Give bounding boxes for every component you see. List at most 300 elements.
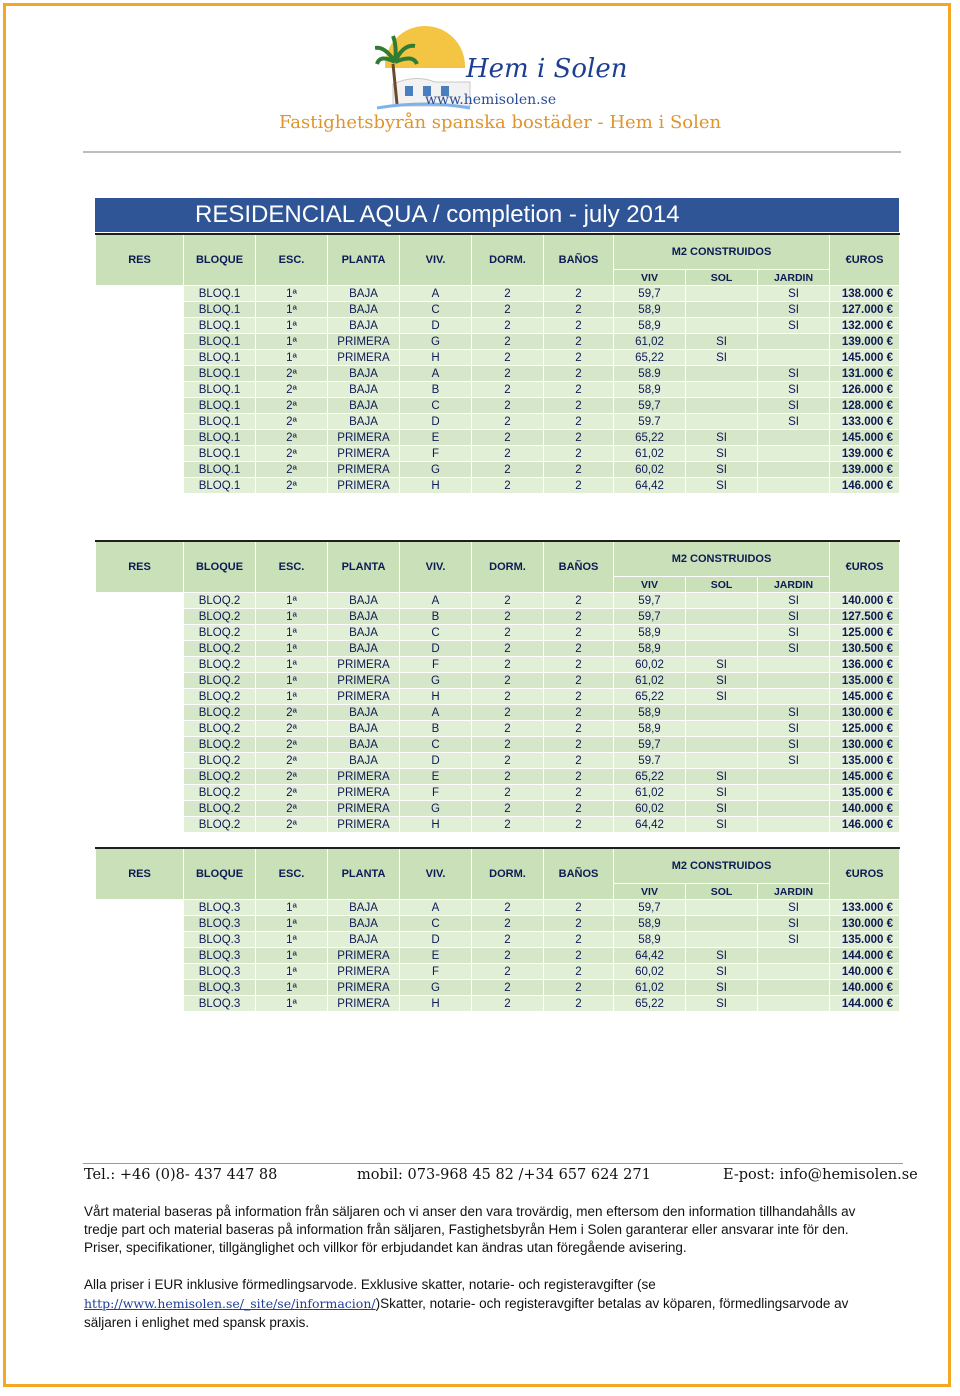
cell-viv: H (400, 350, 472, 366)
cell-m2-viv: 58,9 (614, 705, 686, 721)
table-row (96, 753, 900, 769)
cell-m2-jardin (758, 689, 830, 705)
table-row (96, 414, 900, 430)
table-row (96, 593, 900, 609)
cell-banos: 2 (544, 366, 614, 382)
cell-res (96, 996, 184, 1012)
cell-euros: 127.500 € (830, 609, 900, 625)
cell-euros: 140.000 € (830, 980, 900, 996)
header-dorm: DORM. (472, 234, 544, 286)
cell-planta: BAJA (328, 398, 400, 414)
cell-banos: 2 (544, 462, 614, 478)
header-bloque: BLOQUE (184, 541, 256, 593)
subheader-viv: VIV (614, 577, 686, 593)
cell-bloque: BLOQ.2 (184, 625, 256, 641)
cell-m2-viv: 61,02 (614, 785, 686, 801)
cell-m2-jardin: SI (758, 721, 830, 737)
cell-bloque: BLOQ.1 (184, 398, 256, 414)
cell-esc: 2ª (256, 801, 328, 817)
cell-bloque: BLOQ.2 (184, 737, 256, 753)
cell-euros: 135.000 € (830, 753, 900, 769)
cell-bloque: BLOQ.1 (184, 366, 256, 382)
cell-banos: 2 (544, 900, 614, 916)
cell-euros: 135.000 € (830, 932, 900, 948)
table-row (96, 625, 900, 641)
logo-title: Hem i Solen (466, 54, 628, 84)
cell-m2-jardin (758, 350, 830, 366)
cell-bloque: BLOQ.2 (184, 641, 256, 657)
cell-bloque: BLOQ.1 (184, 446, 256, 462)
cell-m2-jardin: SI (758, 737, 830, 753)
cell-m2-viv: 60,02 (614, 801, 686, 817)
cell-m2-sol (686, 593, 758, 609)
cell-m2-jardin (758, 964, 830, 980)
cell-m2-jardin: SI (758, 641, 830, 657)
cell-res (96, 673, 184, 689)
subheader-jardin: JARDIN (758, 270, 830, 286)
cell-planta: BAJA (328, 382, 400, 398)
header-euros: €UROS (830, 541, 900, 593)
header-bloque: BLOQUE (184, 234, 256, 286)
cell-dorm: 2 (472, 625, 544, 641)
cell-m2-sol: SI (686, 948, 758, 964)
cell-viv: A (400, 366, 472, 382)
table-row (96, 673, 900, 689)
cell-esc: 1ª (256, 689, 328, 705)
cell-m2-sol (686, 286, 758, 302)
cell-m2-jardin: SI (758, 753, 830, 769)
cell-esc: 1ª (256, 286, 328, 302)
cell-res (96, 737, 184, 753)
cell-banos: 2 (544, 673, 614, 689)
table-row (96, 302, 900, 318)
cell-m2-viv: 59,7 (614, 593, 686, 609)
table-row (96, 609, 900, 625)
cell-dorm: 2 (472, 430, 544, 446)
table-row (96, 996, 900, 1012)
cell-euros: 133.000 € (830, 414, 900, 430)
cell-dorm: 2 (472, 689, 544, 705)
cell-m2-viv: 65,22 (614, 769, 686, 785)
cell-res (96, 916, 184, 932)
cell-dorm: 2 (472, 705, 544, 721)
header-dorm: DORM. (472, 541, 544, 593)
cell-viv: G (400, 801, 472, 817)
table-row (96, 817, 900, 833)
cell-m2-sol (686, 753, 758, 769)
cell-banos: 2 (544, 414, 614, 430)
cell-dorm: 2 (472, 737, 544, 753)
cell-dorm: 2 (472, 964, 544, 980)
cell-m2-viv: 58,9 (614, 302, 686, 318)
cell-dorm: 2 (472, 753, 544, 769)
cell-viv: H (400, 996, 472, 1012)
table-row (96, 964, 900, 980)
cell-m2-sol: SI (686, 673, 758, 689)
subheader-sol: SOL (686, 884, 758, 900)
cell-euros: 138.000 € (830, 286, 900, 302)
cell-m2-viv: 61,02 (614, 334, 686, 350)
cell-m2-viv: 58,9 (614, 382, 686, 398)
cell-banos: 2 (544, 705, 614, 721)
header-bloque: BLOQUE (184, 848, 256, 900)
cell-dorm: 2 (472, 801, 544, 817)
cell-bloque: BLOQ.3 (184, 932, 256, 948)
cell-m2-sol: SI (686, 689, 758, 705)
cell-esc: 2ª (256, 721, 328, 737)
cell-euros: 140.000 € (830, 593, 900, 609)
header-m2-construidos: M2 CONSTRUIDOS (614, 234, 830, 270)
cell-viv: C (400, 625, 472, 641)
cell-banos: 2 (544, 769, 614, 785)
cell-m2-viv: 58,9 (614, 932, 686, 948)
cell-m2-viv: 61,02 (614, 673, 686, 689)
cell-m2-sol: SI (686, 964, 758, 980)
cell-m2-jardin: SI (758, 705, 830, 721)
cell-planta: BAJA (328, 625, 400, 641)
cell-planta: PRIMERA (328, 673, 400, 689)
table-row (96, 446, 900, 462)
cell-esc: 2ª (256, 366, 328, 382)
header-m2-construidos: M2 CONSTRUIDOS (614, 848, 830, 884)
cell-m2-jardin: SI (758, 414, 830, 430)
table-row (96, 478, 900, 494)
cell-banos: 2 (544, 996, 614, 1012)
cell-m2-viv: 58,9 (614, 916, 686, 932)
cell-bloque: BLOQ.1 (184, 302, 256, 318)
cell-euros: 145.000 € (830, 769, 900, 785)
cell-banos: 2 (544, 689, 614, 705)
cell-esc: 1ª (256, 641, 328, 657)
cell-dorm: 2 (472, 398, 544, 414)
cell-viv: E (400, 769, 472, 785)
cell-banos: 2 (544, 318, 614, 334)
cell-m2-jardin: SI (758, 932, 830, 948)
cell-dorm: 2 (472, 462, 544, 478)
cell-m2-jardin: SI (758, 900, 830, 916)
cell-viv: C (400, 302, 472, 318)
cell-bloque: BLOQ.2 (184, 593, 256, 609)
cell-euros: 145.000 € (830, 430, 900, 446)
disclaimer-line-3: Priser, specifikationer, tillgänglighet och villkor för erbjudandet kan ändras utan föregående avisering. (84, 1240, 687, 1255)
cell-m2-sol: SI (686, 350, 758, 366)
cell-m2-sol: SI (686, 334, 758, 350)
cell-dorm: 2 (472, 382, 544, 398)
cell-planta: BAJA (328, 721, 400, 737)
cell-res (96, 382, 184, 398)
cell-m2-viv: 59,7 (614, 737, 686, 753)
table-row (96, 366, 900, 382)
table-row (96, 737, 900, 753)
cell-bloque: BLOQ.2 (184, 657, 256, 673)
header-viv: VIV. (400, 234, 472, 286)
cell-euros: 145.000 € (830, 350, 900, 366)
cell-bloque: BLOQ.1 (184, 334, 256, 350)
cell-m2-jardin (758, 817, 830, 833)
cell-dorm: 2 (472, 609, 544, 625)
cell-euros: 135.000 € (830, 673, 900, 689)
cell-m2-viv: 60,02 (614, 657, 686, 673)
cell-m2-sol (686, 609, 758, 625)
table-row (96, 980, 900, 996)
footer-email: E-post: info@hemisolen.se (723, 1167, 918, 1183)
cell-m2-sol (686, 414, 758, 430)
cell-m2-sol (686, 737, 758, 753)
cell-esc: 2ª (256, 478, 328, 494)
cell-dorm: 2 (472, 414, 544, 430)
cell-banos: 2 (544, 657, 614, 673)
cell-dorm: 2 (472, 769, 544, 785)
cell-m2-viv: 58,9 (614, 721, 686, 737)
header-esc: ESC. (256, 541, 328, 593)
cell-bloque: BLOQ.2 (184, 609, 256, 625)
cell-viv: B (400, 721, 472, 737)
subheader-sol: SOL (686, 577, 758, 593)
cell-m2-jardin: SI (758, 382, 830, 398)
footer-mobile: mobil: 073-968 45 82 /+34 657 624 271 (357, 1167, 651, 1183)
cell-m2-sol: SI (686, 817, 758, 833)
cell-banos: 2 (544, 398, 614, 414)
cell-m2-viv: 60,02 (614, 462, 686, 478)
table-header-row (96, 541, 900, 577)
footer-phone: Tel.: +46 (0)8- 437 447 88 (84, 1167, 278, 1183)
cell-m2-sol: SI (686, 801, 758, 817)
header-banos: BAÑOS (544, 541, 614, 593)
header-planta: PLANTA (328, 541, 400, 593)
cell-m2-viv: 64,42 (614, 817, 686, 833)
cell-res (96, 462, 184, 478)
cell-bloque: BLOQ.3 (184, 900, 256, 916)
cell-esc: 2ª (256, 705, 328, 721)
header-res: RES (96, 234, 184, 286)
cell-viv: A (400, 286, 472, 302)
table-row (96, 801, 900, 817)
cell-bloque: BLOQ.1 (184, 382, 256, 398)
table-header-row (96, 234, 900, 270)
price-table-bloq-1 (95, 233, 900, 494)
cell-euros: 128.000 € (830, 398, 900, 414)
cell-m2-jardin (758, 980, 830, 996)
cell-euros: 145.000 € (830, 689, 900, 705)
cell-banos: 2 (544, 334, 614, 350)
cell-esc: 1ª (256, 673, 328, 689)
informacion-link[interactable]: http://www.hemisolen.se/_site/se/informacion/ (84, 1296, 376, 1311)
cell-m2-jardin (758, 948, 830, 964)
cell-m2-sol: SI (686, 478, 758, 494)
cell-bloque: BLOQ.2 (184, 801, 256, 817)
cell-m2-viv: 58,9 (614, 641, 686, 657)
cell-m2-viv: 61,02 (614, 980, 686, 996)
cell-planta: PRIMERA (328, 657, 400, 673)
cell-m2-sol (686, 382, 758, 398)
cell-banos: 2 (544, 948, 614, 964)
prices-note-line-2-text: )Skatter, notarie- och registeravgifter betalas av köparen, förmedlingsarvode av (375, 1296, 849, 1311)
cell-esc: 1ª (256, 900, 328, 916)
cell-m2-viv: 58,9 (614, 318, 686, 334)
cell-euros: 125.000 € (830, 721, 900, 737)
cell-banos: 2 (544, 641, 614, 657)
cell-m2-viv: 59.7 (614, 753, 686, 769)
cell-dorm: 2 (472, 286, 544, 302)
cell-banos: 2 (544, 916, 614, 932)
cell-viv: A (400, 900, 472, 916)
cell-m2-sol: SI (686, 446, 758, 462)
cell-m2-jardin: SI (758, 366, 830, 382)
table-row (96, 382, 900, 398)
cell-res (96, 689, 184, 705)
cell-m2-viv: 65,22 (614, 996, 686, 1012)
cell-banos: 2 (544, 609, 614, 625)
cell-euros: 127.000 € (830, 302, 900, 318)
cell-res (96, 625, 184, 641)
cell-euros: 130.000 € (830, 737, 900, 753)
cell-esc: 2ª (256, 817, 328, 833)
table-row (96, 948, 900, 964)
cell-euros: 140.000 € (830, 964, 900, 980)
cell-m2-sol (686, 721, 758, 737)
cell-m2-viv: 59.7 (614, 414, 686, 430)
cell-res (96, 430, 184, 446)
cell-esc: 1ª (256, 932, 328, 948)
cell-planta: PRIMERA (328, 801, 400, 817)
cell-dorm: 2 (472, 302, 544, 318)
cell-m2-sol (686, 900, 758, 916)
cell-dorm: 2 (472, 366, 544, 382)
cell-bloque: BLOQ.3 (184, 964, 256, 980)
cell-esc: 1ª (256, 948, 328, 964)
cell-banos: 2 (544, 286, 614, 302)
cell-bloque: BLOQ.1 (184, 350, 256, 366)
cell-m2-viv: 65,22 (614, 689, 686, 705)
cell-dorm: 2 (472, 785, 544, 801)
header-viv: VIV. (400, 541, 472, 593)
cell-m2-viv: 59,7 (614, 286, 686, 302)
cell-bloque: BLOQ.2 (184, 769, 256, 785)
cell-viv: F (400, 657, 472, 673)
header-esc: ESC. (256, 234, 328, 286)
cell-euros: 135.000 € (830, 785, 900, 801)
cell-planta: PRIMERA (328, 462, 400, 478)
cell-esc: 1ª (256, 302, 328, 318)
footer-divider (83, 1163, 903, 1164)
cell-planta: BAJA (328, 593, 400, 609)
cell-banos: 2 (544, 625, 614, 641)
cell-planta: BAJA (328, 414, 400, 430)
cell-planta: PRIMERA (328, 478, 400, 494)
cell-planta: BAJA (328, 932, 400, 948)
header-viv: VIV. (400, 848, 472, 900)
cell-dorm: 2 (472, 478, 544, 494)
cell-dorm: 2 (472, 900, 544, 916)
cell-m2-jardin: SI (758, 609, 830, 625)
cell-bloque: BLOQ.2 (184, 753, 256, 769)
cell-m2-viv: 60,02 (614, 964, 686, 980)
cell-dorm: 2 (472, 916, 544, 932)
cell-esc: 2ª (256, 769, 328, 785)
table-row (96, 334, 900, 350)
cell-euros: 132.000 € (830, 318, 900, 334)
cell-bloque: BLOQ.2 (184, 705, 256, 721)
cell-m2-jardin: SI (758, 318, 830, 334)
cell-dorm: 2 (472, 721, 544, 737)
cell-m2-jardin (758, 478, 830, 494)
cell-m2-viv: 58,9 (614, 625, 686, 641)
cell-esc: 2ª (256, 737, 328, 753)
cell-m2-jardin: SI (758, 398, 830, 414)
table-row (96, 398, 900, 414)
cell-banos: 2 (544, 302, 614, 318)
cell-esc: 1ª (256, 625, 328, 641)
cell-dorm: 2 (472, 334, 544, 350)
cell-esc: 2ª (256, 414, 328, 430)
cell-m2-viv: 65,22 (614, 350, 686, 366)
cell-planta: PRIMERA (328, 430, 400, 446)
cell-esc: 1ª (256, 916, 328, 932)
subheader-viv: VIV (614, 270, 686, 286)
cell-res (96, 302, 184, 318)
cell-dorm: 2 (472, 932, 544, 948)
cell-res (96, 932, 184, 948)
cell-dorm: 2 (472, 817, 544, 833)
cell-planta: PRIMERA (328, 350, 400, 366)
cell-esc: 2ª (256, 753, 328, 769)
cell-planta: PRIMERA (328, 964, 400, 980)
table-row (96, 657, 900, 673)
cell-planta: BAJA (328, 302, 400, 318)
cell-banos: 2 (544, 753, 614, 769)
cell-euros: 136.000 € (830, 657, 900, 673)
cell-viv: F (400, 446, 472, 462)
cell-banos: 2 (544, 593, 614, 609)
cell-viv: B (400, 609, 472, 625)
cell-m2-sol (686, 366, 758, 382)
table-row (96, 900, 900, 916)
header-banos: BAÑOS (544, 848, 614, 900)
cell-euros: 130.000 € (830, 705, 900, 721)
cell-m2-jardin (758, 430, 830, 446)
logo-url: www.hemisolen.se (425, 92, 557, 108)
cell-esc: 2ª (256, 398, 328, 414)
cell-planta: PRIMERA (328, 996, 400, 1012)
cell-bloque: BLOQ.2 (184, 721, 256, 737)
prices-note-line-1: Alla priser i EUR inklusive förmedlingsarvode. Exklusive skatter, notarie- och registeravgifter (se (84, 1277, 656, 1292)
cell-esc: 1ª (256, 334, 328, 350)
header-res: RES (96, 541, 184, 593)
cell-res (96, 964, 184, 980)
cell-viv: C (400, 398, 472, 414)
cell-m2-viv: 64,42 (614, 478, 686, 494)
cell-dorm: 2 (472, 593, 544, 609)
table-row (96, 769, 900, 785)
cell-m2-sol: SI (686, 785, 758, 801)
cell-dorm: 2 (472, 657, 544, 673)
cell-res (96, 705, 184, 721)
cell-m2-viv: 59,7 (614, 609, 686, 625)
cell-m2-jardin (758, 769, 830, 785)
header-planta: PLANTA (328, 234, 400, 286)
cell-esc: 1ª (256, 350, 328, 366)
cell-planta: BAJA (328, 641, 400, 657)
cell-banos: 2 (544, 964, 614, 980)
subheader-jardin: JARDIN (758, 577, 830, 593)
cell-banos: 2 (544, 785, 614, 801)
cell-m2-viv: 58.9 (614, 366, 686, 382)
cell-m2-jardin: SI (758, 625, 830, 641)
cell-planta: BAJA (328, 737, 400, 753)
cell-res (96, 801, 184, 817)
cell-res (96, 593, 184, 609)
cell-dorm: 2 (472, 641, 544, 657)
